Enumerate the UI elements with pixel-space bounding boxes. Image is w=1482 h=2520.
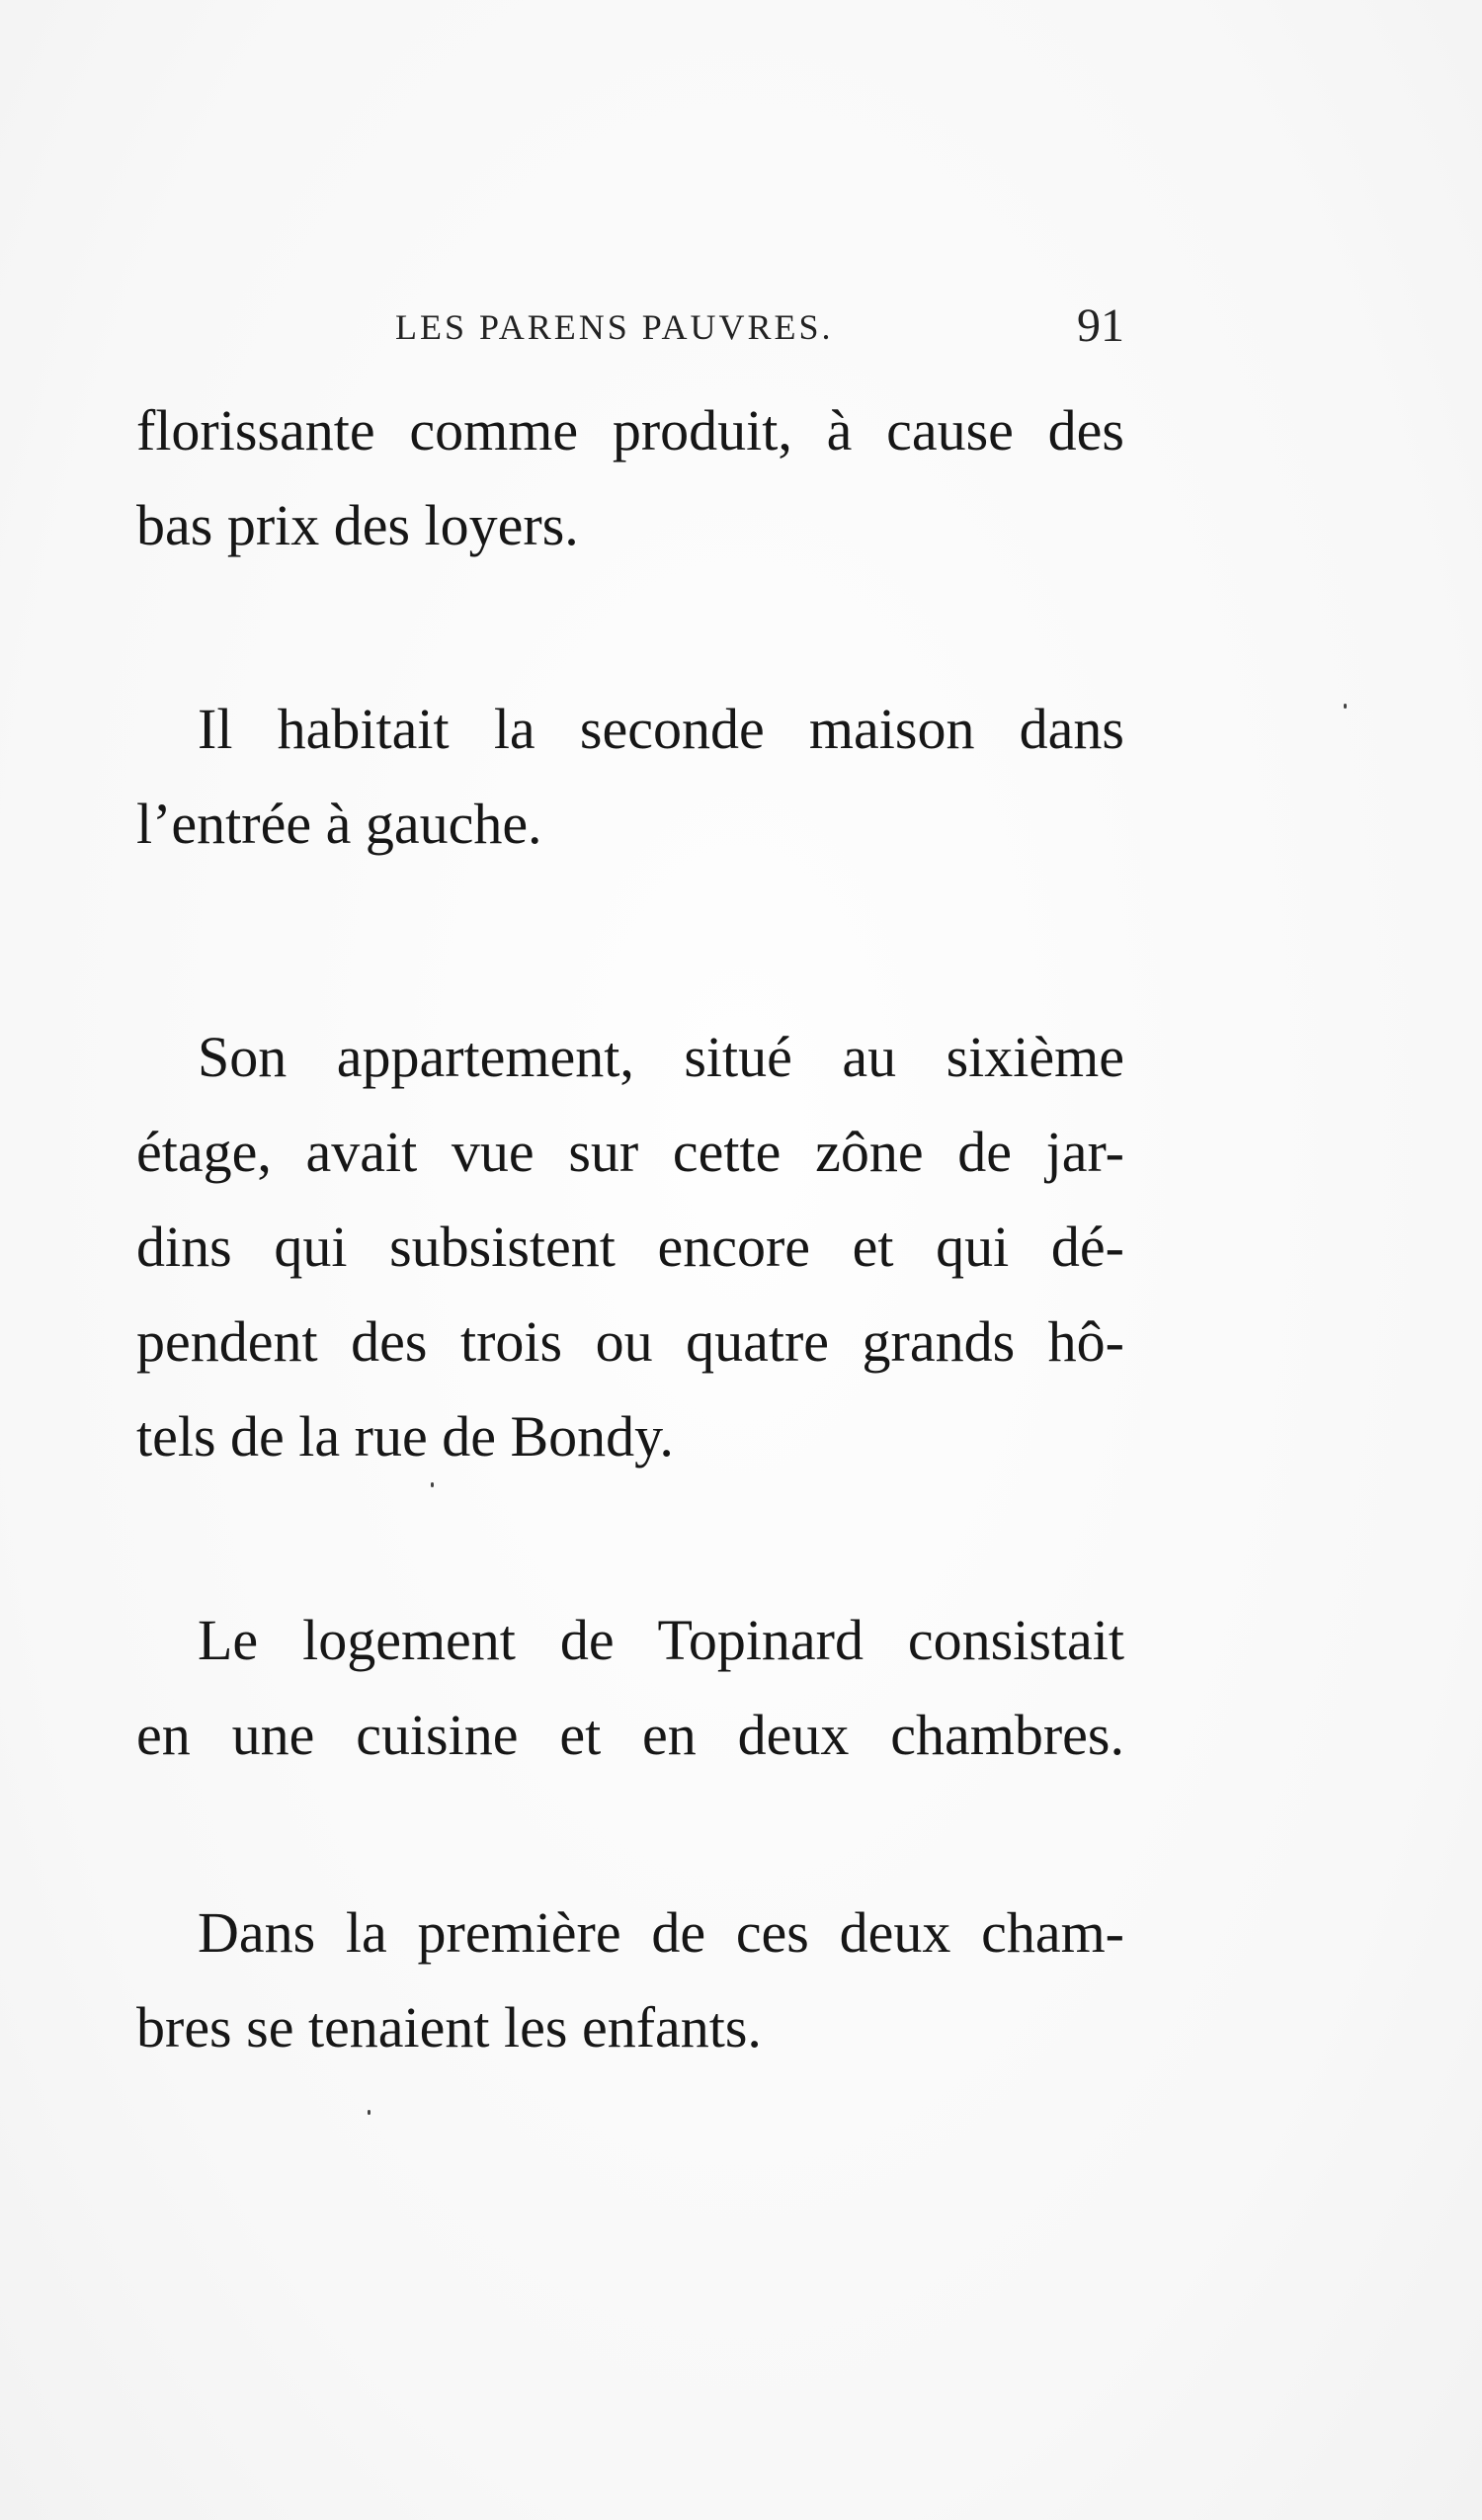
text-line: Dans la première de ces deux cham- xyxy=(198,1900,1124,1965)
text-line: étage, avait vue sur cette zône de jar- xyxy=(136,1120,1124,1184)
page-number: 91 xyxy=(1077,299,1124,352)
running-head xyxy=(136,298,1124,358)
paragraph-gap xyxy=(136,1783,1124,1886)
text-line: bas prix des loyers. xyxy=(136,493,579,557)
text-line: bres se tenaient les enfants. xyxy=(136,1995,762,2059)
text-line: tels de la rue de Bondy. xyxy=(136,1404,674,1469)
paragraph-gap xyxy=(136,573,1124,682)
text-line: Le logement de Topinard consistait xyxy=(198,1608,1124,1672)
text-line: l’entrée à gauche. xyxy=(136,792,542,856)
text-line: pendent des trois ou quatre grands hô- xyxy=(136,1309,1124,1374)
ink-speck xyxy=(368,2110,370,2115)
text-line: Son appartement, situé au sixième xyxy=(198,1025,1124,1089)
ink-speck xyxy=(1344,704,1347,709)
text-line: florissante comme produit, à cause des xyxy=(136,398,1124,462)
paragraph-2 xyxy=(136,682,1124,872)
ink-speck xyxy=(431,1482,434,1487)
paragraph-gap xyxy=(136,872,1124,1010)
paragraph-3 xyxy=(136,1010,1124,1484)
text-line: Il habitait la seconde maison dans xyxy=(198,697,1124,761)
text-line: dins qui subsistent encore et qui dé- xyxy=(136,1215,1124,1279)
paragraph-1 xyxy=(136,383,1124,573)
text-line: en une cuisine et en deux chambres. xyxy=(136,1703,1124,1767)
running-title: LES PARENS PAUVRES. xyxy=(395,307,834,347)
body-text xyxy=(136,383,1124,2075)
paragraph-gap xyxy=(136,1484,1124,1593)
paragraph-4 xyxy=(136,1593,1124,1783)
paragraph-5 xyxy=(136,1886,1124,2075)
